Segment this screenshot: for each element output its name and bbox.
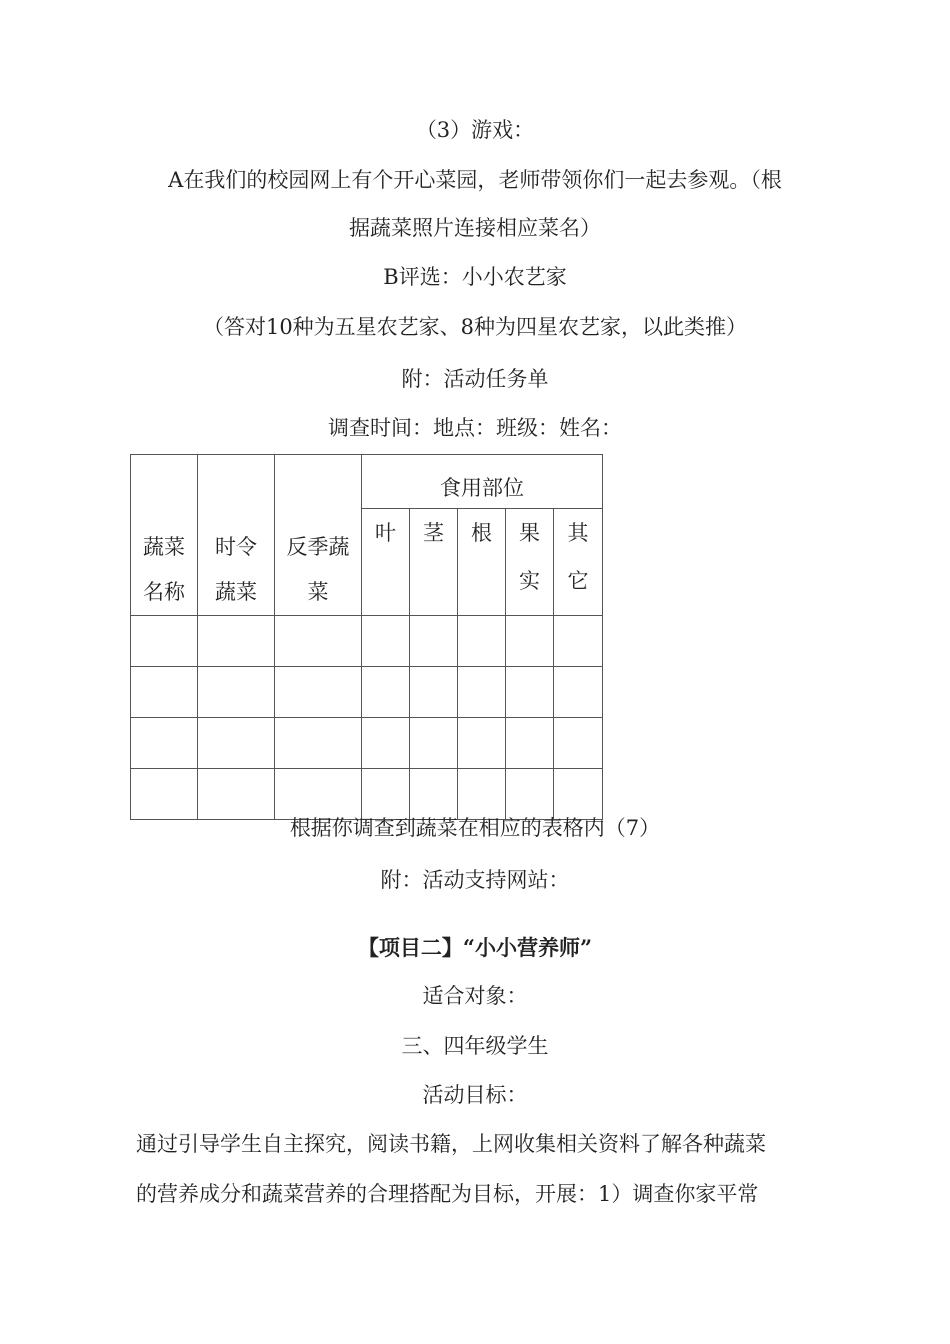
header-seasonal-vegetable: 时令 蔬菜 — [198, 455, 275, 616]
table-cell[interactable] — [198, 718, 275, 769]
table-cell[interactable] — [275, 667, 362, 718]
header-other: 其 它 — [554, 509, 603, 616]
table-cell[interactable] — [275, 718, 362, 769]
survey-table — [130, 454, 603, 820]
table-cell[interactable] — [458, 616, 506, 667]
paragraph-line: （答对10种为五星农艺家、8种为四星农艺家，以此类推） — [202, 315, 748, 339]
support-websites-line: 附：活动支持网站： — [380, 868, 570, 892]
table-cell[interactable] — [131, 718, 198, 769]
paragraph-line: A在我们的校园网上有个开心菜园，老师带领你们一起去参观。（根 — [168, 168, 782, 192]
table-cell[interactable] — [275, 616, 362, 667]
table-cell[interactable] — [131, 769, 198, 820]
paragraph-line: 的营养成分和蔬菜营养的合理搭配为目标，开展：1）调查你家平常 — [136, 1182, 759, 1206]
table-row — [131, 718, 603, 769]
table-cell[interactable] — [198, 616, 275, 667]
header-edible-part: 食用部位 — [362, 455, 603, 509]
table-cell[interactable] — [506, 769, 554, 820]
header-fruit: 果 实 — [506, 509, 554, 616]
table-cell[interactable] — [198, 769, 275, 820]
table-cell[interactable] — [458, 769, 506, 820]
table-caption: 根据你调查到蔬菜在相应的表格内（7） — [289, 816, 661, 840]
table-cell[interactable] — [362, 718, 410, 769]
table-cell[interactable] — [362, 667, 410, 718]
paragraph-line: 据蔬菜照片连接相应菜名） — [349, 216, 601, 240]
table-cell[interactable] — [410, 616, 458, 667]
paragraph-line: 通过引导学生自主探究，阅读书籍，上网收集相关资料了解各种蔬菜 — [136, 1132, 766, 1156]
table-cell[interactable] — [362, 769, 410, 820]
table-cell[interactable] — [131, 667, 198, 718]
header-off-season-vegetable: 反季蔬 菜 — [275, 455, 362, 616]
table-cell[interactable] — [506, 718, 554, 769]
table-cell[interactable] — [362, 616, 410, 667]
paragraph-line: B评选：小小农艺家 — [383, 265, 567, 289]
target-audience-label: 适合对象： — [422, 984, 528, 1008]
table-cell[interactable] — [410, 667, 458, 718]
table-cell[interactable] — [458, 667, 506, 718]
header-vegetable-name: 蔬菜 名称 — [131, 455, 198, 616]
table-cell[interactable] — [410, 718, 458, 769]
table-cell[interactable] — [554, 718, 603, 769]
table-cell[interactable] — [554, 667, 603, 718]
table-cell[interactable] — [506, 616, 554, 667]
project-two-title: 【项目二】“小小营养师” — [357, 935, 593, 960]
table-row — [131, 667, 603, 718]
table-cell[interactable] — [131, 616, 198, 667]
table-row — [131, 769, 603, 820]
header-root: 根 — [458, 509, 506, 616]
appendix-title: 附：活动任务单 — [401, 367, 549, 391]
section-heading-game: （3）游戏： — [415, 118, 535, 142]
table-cell[interactable] — [275, 769, 362, 820]
table-cell[interactable] — [410, 769, 458, 820]
header-stem: 茎 — [410, 509, 458, 616]
table-cell[interactable] — [458, 718, 506, 769]
survey-fields-line: 调查时间：地点：班级：姓名： — [328, 416, 622, 440]
table-cell[interactable] — [554, 769, 603, 820]
table-cell[interactable] — [506, 667, 554, 718]
header-leaf: 叶 — [362, 509, 410, 616]
table-cell[interactable] — [198, 667, 275, 718]
table-row — [131, 616, 603, 667]
activity-goal-label: 活动目标： — [422, 1083, 528, 1107]
target-audience-value: 三、四年级学生 — [401, 1034, 549, 1058]
table-cell[interactable] — [554, 616, 603, 667]
